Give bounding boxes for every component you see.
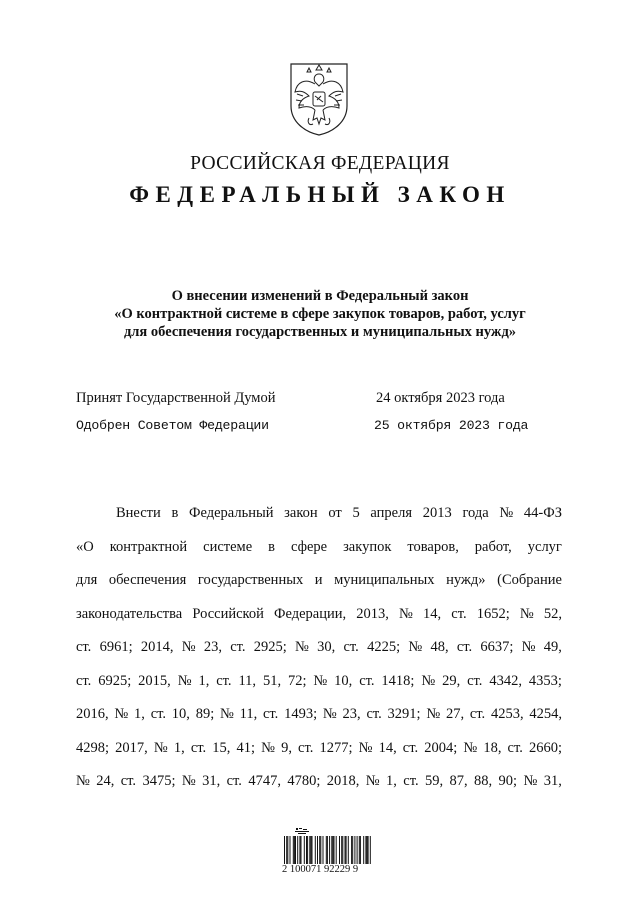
law-title bbox=[60, 287, 580, 341]
council-date: 25 октября 2023 года bbox=[374, 418, 529, 433]
country-name: РОССИЙСКАЯ ФЕДЕРАЦИЯ bbox=[190, 153, 450, 174]
body-line: ст. 6925; 2015, № 1, ст. 11, 51, 72; № 10, ст. 1418; № 29, ст. 4342, 4353; bbox=[76, 672, 562, 689]
duma-label: Принят Государственной Думой bbox=[76, 390, 276, 406]
document-type: ФЕДЕРАЛЬНЫЙ ЗАКОН bbox=[129, 182, 511, 207]
council-label: Одобрен Советом Федерации bbox=[76, 418, 269, 433]
body-line: 4298; 2017, № 1, ст. 15, 41; № 9, ст. 1277; № 14, ст. 2004; № 18, ст. 2660; bbox=[76, 739, 562, 756]
body-line: Внести в Федеральный закон от 5 апреля 2013 года № 44-ФЗ bbox=[116, 505, 562, 521]
barcode-icon bbox=[282, 828, 378, 884]
coat-of-arms-icon bbox=[287, 62, 351, 136]
council-approval-row bbox=[76, 418, 546, 438]
body-line: ст. 6961; 2014, № 23, ст. 2925; № 30, ст. 4225; № 48, ст. 6637; № 49, bbox=[76, 639, 562, 655]
body-line: «О контрактной системе в сфере закупок товаров, работ, услуг bbox=[76, 538, 562, 555]
law-title-line: «О контрактной системе в сфере закупок товаров, работ, услуг bbox=[114, 306, 526, 322]
duma-date: 24 октября 2023 года bbox=[376, 390, 505, 406]
body-line: № 24, ст. 3475; № 31, ст. 4747, 4780; 2018, № 1, ст. 59, 87, 88, 90; № 31, bbox=[76, 773, 562, 789]
law-title-line: для обеспечения государственных и муниципальных нужд» bbox=[123, 324, 517, 340]
law-title-line: О внесении изменений в Федеральный закон bbox=[171, 288, 469, 304]
body-line: для обеспечения государственных и муниципальных нужд» (Собрание bbox=[76, 572, 562, 588]
barcode-number: 2 100071 92229 9 bbox=[282, 864, 359, 875]
body-line: законодательства Российской Федерации, 2013, № 14, ст. 1652; № 52, bbox=[76, 605, 562, 622]
law-body-text bbox=[76, 503, 562, 805]
duma-adoption-row bbox=[76, 390, 546, 410]
body-line: 2016, № 1, ст. 10, 89; № 11, ст. 1493; № 23, ст. 3291; № 27, ст. 4253, 4254, bbox=[76, 706, 562, 722]
